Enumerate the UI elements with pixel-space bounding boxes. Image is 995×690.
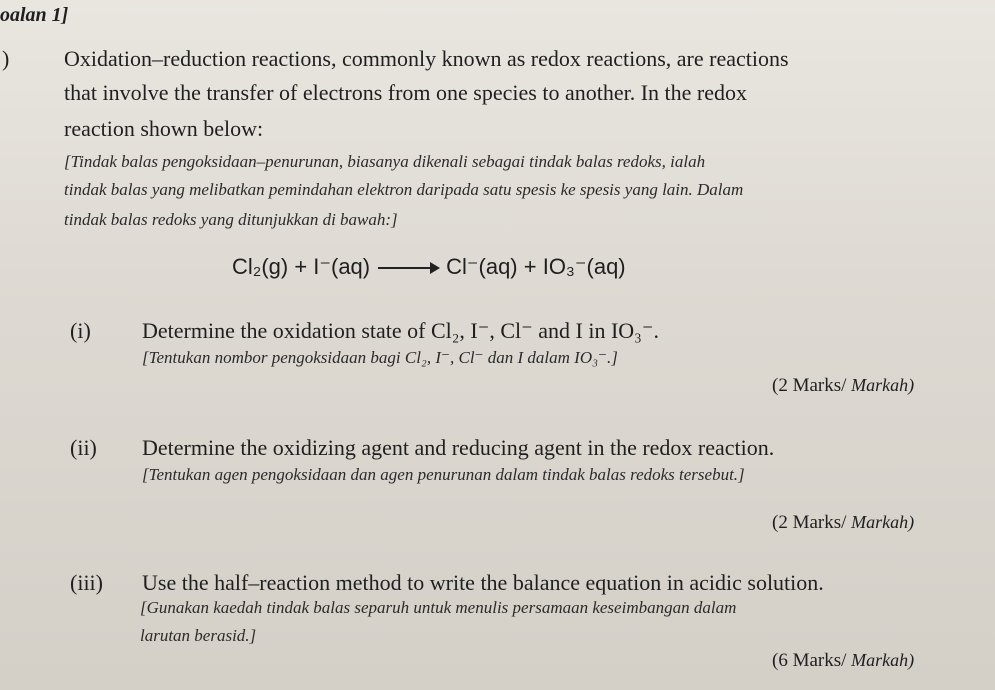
question-1-number: (i) [70, 318, 91, 343]
reaction-arrow-icon [378, 267, 438, 269]
intro-translation-1: [Tindak balas pengoksidaan–penurunan, biasanya dikenali sebagai tindak balas redoks, ialah [64, 152, 706, 171]
marks-label: (6 Marks/ [772, 650, 852, 671]
intro-translation-2: tindak balas yang melibatkan pemindahan elektron daripada satu spesis ke spesis yang lain. Dalam [64, 180, 744, 199]
question-2-marks [772, 512, 914, 534]
marks-label: (2 Marks/ [772, 512, 852, 533]
intro-line-2: that involve the transfer of electrons from one species to another. In the redox [64, 80, 747, 105]
question-1-translation: [Tentukan nombor pengoksidaan bagi Cl₂, I⁻, Cl⁻ dan I dalam IO₃⁻.] [142, 348, 618, 367]
intro-translation-3: tindak balas redoks yang ditunjukkan di bawah:] [64, 210, 398, 229]
intro-line-3: reaction shown below: [64, 116, 264, 141]
redox-equation [232, 254, 626, 280]
question-3-translation-2: larutan berasid.] [140, 626, 257, 645]
marks-label: (2 Marks/ [772, 375, 852, 396]
part-label: ) [2, 46, 10, 71]
markah-label: Markah) [851, 512, 915, 532]
question-1-marks [772, 375, 914, 397]
question-3-marks [772, 650, 914, 672]
question-2-number: (ii) [70, 435, 97, 460]
question-2-translation: [Tentukan agen pengoksidaan dan agen penurunan dalam tindak balas redoks tersebut.] [142, 465, 745, 484]
question-1-text: Determine the oxidation state of Cl₂, I⁻, Cl⁻ and I in IO₃⁻. [142, 318, 659, 343]
section-header: oalan 1] [0, 4, 69, 26]
equation-products: Cl⁻(aq) + IO₃⁻(aq) [446, 254, 626, 279]
question-3-text: Use the half–reaction method to write the balance equation in acidic solution. [142, 570, 824, 595]
markah-label: Markah) [851, 650, 915, 670]
equation-reactants: Cl₂(g) + I⁻(aq) [232, 254, 371, 279]
intro-line-1: Oxidation–reduction reactions, commonly known as redox reactions, are reactions [64, 46, 789, 71]
markah-label: Markah) [851, 375, 915, 395]
question-3-number: (iii) [70, 570, 103, 595]
question-2-text: Determine the oxidizing agent and reducing agent in the redox reaction. [142, 435, 775, 460]
question-3-translation-1: [Gunakan kaedah tindak balas separuh untuk menulis persamaan keseimbangan dalam [140, 598, 737, 617]
